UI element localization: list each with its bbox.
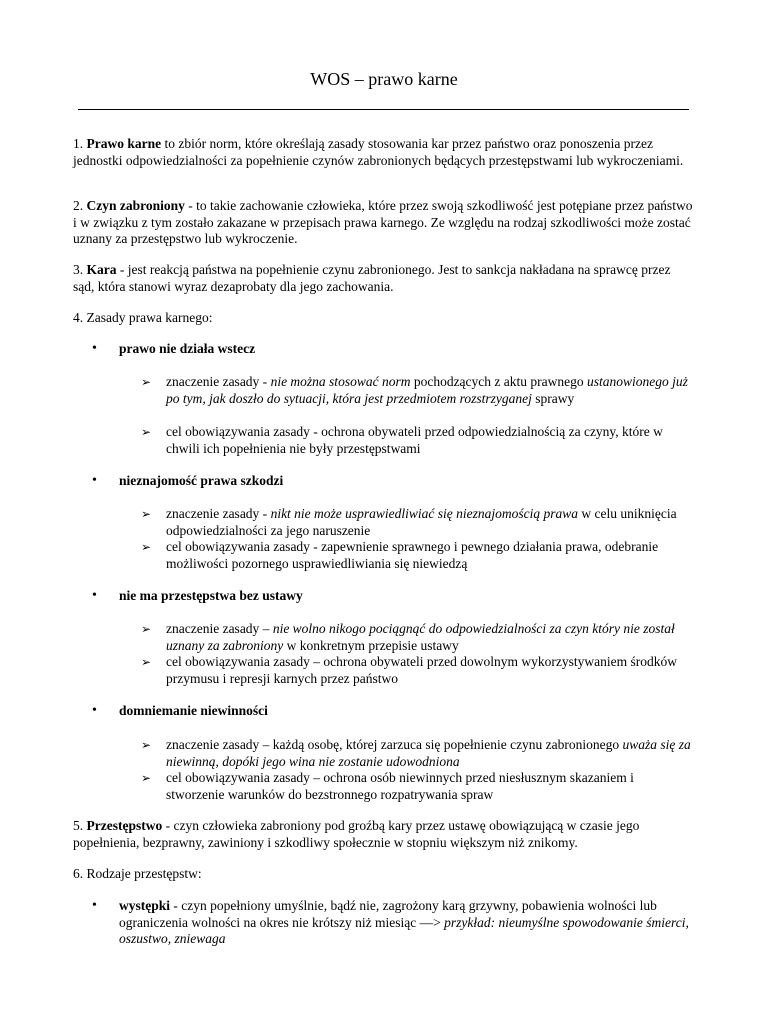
principle-purpose: cel obowiązywania zasady - zapewnienie sprawnego i pewnego działania prawa, odebranie możliwości pozornego usprawiedliwiania się niewiedzą xyxy=(166,539,659,571)
principle-purpose: cel obowiązywania zasady – ochrona osób niewinnych przed niesłusznym skazaniem i stworzenie warunków do bezstronnego rozpatrywania spraw xyxy=(166,770,634,802)
principle-title: nie ma przestępstwa bez ustawy xyxy=(119,588,303,603)
crime-type-item: występki - czyn popełniony umyślnie, bądź nie, zagrożony karą grzywny, pobawienia wolności lub ograniczenia wolności na okres nie krótszy niż miesiąc —> przykład: nieumyślne spowodowanie śmierci, oszustwo, zniewaga xyxy=(119,898,689,946)
arrow-bullet-icon: ➢ xyxy=(141,375,152,389)
bullet-icon: • xyxy=(92,898,97,913)
bullet-icon: • xyxy=(92,703,97,718)
principle-meaning: znaczenie zasady - nikt nie może usprawiedliwiać się nieznajomością prawa w celu uniknięcia odpowiedzialności za jego naruszenie xyxy=(166,506,677,538)
paragraph-5 xyxy=(73,818,693,851)
principle-purpose: cel obowiązywania zasady – ochrona obywateli przed dowolnym wykorzystywaniem środków przymusu i represji karnych przez państwo xyxy=(166,654,677,686)
arrow-bullet-icon: ➢ xyxy=(141,655,152,669)
definition-text: to zbiór norm, które określają zasady stosowania kar przez państwo oraz ponoszenia przez jednostki odpowiedzialności za popełnienie czynów zabronionych będących przestępstwami lub wykroczeniami. xyxy=(73,136,684,168)
paragraph-4-heading: 4. Zasady prawa karnego: xyxy=(73,310,213,325)
principle-purpose: cel obowiązywania zasady - ochrona obywateli przed odpowiedzialnością za czyny, które w chwili ich popełnienia nie były przestępstwami xyxy=(166,424,663,456)
paragraph-6-heading: 6. Rodzaje przestępstw: xyxy=(73,866,202,881)
document-title: WOS – prawo karne xyxy=(310,69,458,89)
principle-title: nieznajomość prawa szkodzi xyxy=(119,473,284,488)
paragraph-number: 3. xyxy=(73,262,87,277)
term-przestepstwo: Przestępstwo xyxy=(86,818,163,833)
arrow-bullet-icon: ➢ xyxy=(141,425,152,439)
bullet-icon: • xyxy=(92,341,97,356)
principle-title: domniemanie niewinności xyxy=(119,703,268,718)
definition-text: - jest reakcją państwa na popełnienie czynu zabronionego. Jest to sankcja nakładana na sprawcę przez sąd, która stanowi wyraz dezaprobaty dla jego zachowania. xyxy=(73,262,671,294)
term-czyn-zabroniony: Czyn zabroniony xyxy=(86,198,185,213)
bullet-icon: • xyxy=(92,473,97,488)
paragraph-1 xyxy=(73,136,693,169)
principle-title: prawo nie działa wstecz xyxy=(119,341,256,356)
arrow-bullet-icon: ➢ xyxy=(141,771,152,785)
paragraph-3 xyxy=(73,262,693,295)
paragraph-number: 5. xyxy=(73,818,87,833)
title-underline xyxy=(78,109,689,110)
arrow-bullet-icon: ➢ xyxy=(141,738,152,752)
definition-text: - to takie zachowanie człowieka, które przez swoją szkodliwość jest potępiane przez państwo i w związku z tym zostało zakazane w przepisach prawa karnego. Ze względu na rodzaj szkodliwości może zostać uznany za przestępstwo lub wykroczenie. xyxy=(73,198,693,246)
bullet-icon: • xyxy=(92,588,97,603)
arrow-bullet-icon: ➢ xyxy=(141,622,152,636)
paragraph-2 xyxy=(73,198,693,248)
term-prawo-karne: Prawo karne xyxy=(86,136,162,151)
principle-meaning: znaczenie zasady - nie można stosować norm pochodzących z aktu prawnego ustanowionego już po tym, jak doszło do sytuacji, która jest przedmiotem rozstrzyganej sprawy xyxy=(166,374,688,406)
paragraph-number: 2. xyxy=(73,198,87,213)
principle-meaning: znaczenie zasady – nie wolno nikogo pociągnąć do odpowiedzialności za czyn który nie został uznany za zabroniony w konkretnym przepisie ustawy xyxy=(166,621,675,653)
arrow-bullet-icon: ➢ xyxy=(141,540,152,554)
paragraph-number: 1. xyxy=(73,136,87,151)
definition-text: - czyn człowieka zabroniony pod groźbą kary przez ustawę obowiązującą w czasie jego popełnienia, bezprawny, zawiniony i szkodliwy społecznie w stopniu większym niż znikomy. xyxy=(73,818,640,850)
arrow-bullet-icon: ➢ xyxy=(141,507,152,521)
term-kara: Kara xyxy=(86,262,117,277)
principle-meaning: znaczenie zasady – każdą osobę, której zarzuca się popełnienie czynu zabronionego uważa się za niewinną, dopóki jego wina nie zostanie udowodniona xyxy=(166,737,691,769)
